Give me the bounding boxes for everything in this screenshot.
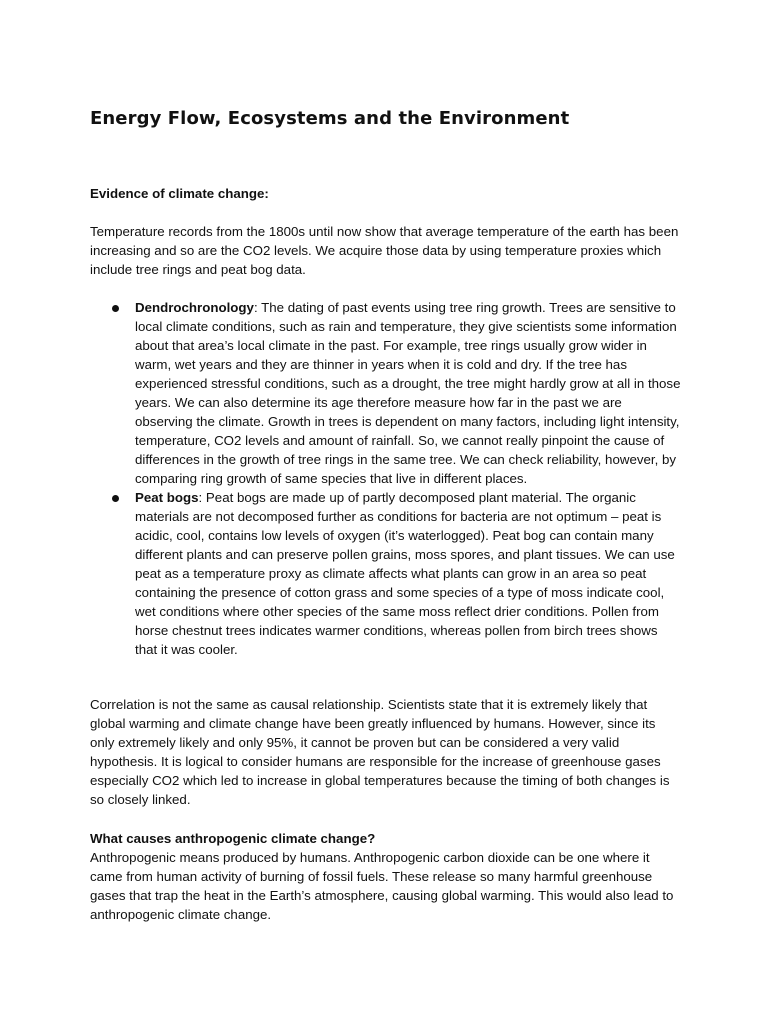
list-item bbox=[90, 488, 682, 659]
evidence-list bbox=[90, 298, 682, 659]
bullet-icon bbox=[112, 305, 119, 312]
document-title: Energy Flow, Ecosystems and the Environment bbox=[90, 108, 570, 129]
bullet-icon bbox=[112, 495, 119, 502]
correlation-paragraph: Correlation is not the same as causal relationship. Scientists state that it is extremely likely that global warming and climate change have been greatly influenced by humans. However, since its only extremely likely and only 95%, it cannot be proven but can be considered a very valid hypothesis. It is logical to consider humans are responsible for the increase of greenhouse gases especially CO2 which led to increase in global temperatures because the timing of both changes is so closely linked. bbox=[90, 697, 670, 807]
causes-paragraph: Anthropogenic means produced by humans. Anthropogenic carbon dioxide can be one where it came from human activity of burning of fossil fuels. These release so many harmful greenhouse gases that trap the heat in the Earth’s atmosphere, causing global warming. This would also lead to anthropogenic climate change. bbox=[90, 850, 674, 922]
bullet-term: Dendrochronology bbox=[135, 300, 254, 315]
bullet-text: : Peat bogs are made up of partly decomposed plant material. The organic materials are not decomposed further as conditions for bacteria are not optimum – peat is acidic, cool, contains low levels of oxygen (it’s waterlogged). Peat bog can contain many different plants and can preserve pollen grains, moss spores, and plant tissues. We can use peat as a temperature proxy as climate affects what plants can grow in an area so peat containing the presence of cotton grass and some species of a type of moss indicate cool, wet conditions where other species of the same moss reflect drier conditions. Pollen from horse chestnut trees indicates warmer conditions, whereas pollen from birch trees shows that it was cooler. bbox=[135, 490, 675, 657]
evidence-heading: Evidence of climate change: bbox=[90, 186, 269, 201]
causes-heading: What causes anthropogenic climate change? bbox=[90, 831, 376, 846]
bullet-text: : The dating of past events using tree ring growth. Trees are sensitive to local climate conditions, such as rain and temperature, they give scientists some information about that area’s local climate in the past. For example, tree rings usually grow wider in warm, wet years and they are thinner in years when it is cold and dry. If the tree has experienced stressful conditions, such as a drought, the tree might hardly grow at all in those years. We can also determine its age therefore measure how far in the past we are observing the climate. Growth in trees is dependent on many factors, including light intensity, temperature, CO2 levels and amount of rainfall. So, we cannot really pinpoint the cause of differences in the growth of tree rings in the same tree. We can check reliability, however, by comparing ring growth of same species that live in different places. bbox=[135, 300, 681, 486]
intro-paragraph: Temperature records from the 1800s until now show that average temperature of the earth has been increasing and so are the CO2 levels. We acquire those data by using temperature proxies which include tree rings and peat bog data. bbox=[90, 224, 679, 277]
bullet-term: Peat bogs bbox=[135, 490, 199, 505]
list-item bbox=[90, 298, 682, 488]
